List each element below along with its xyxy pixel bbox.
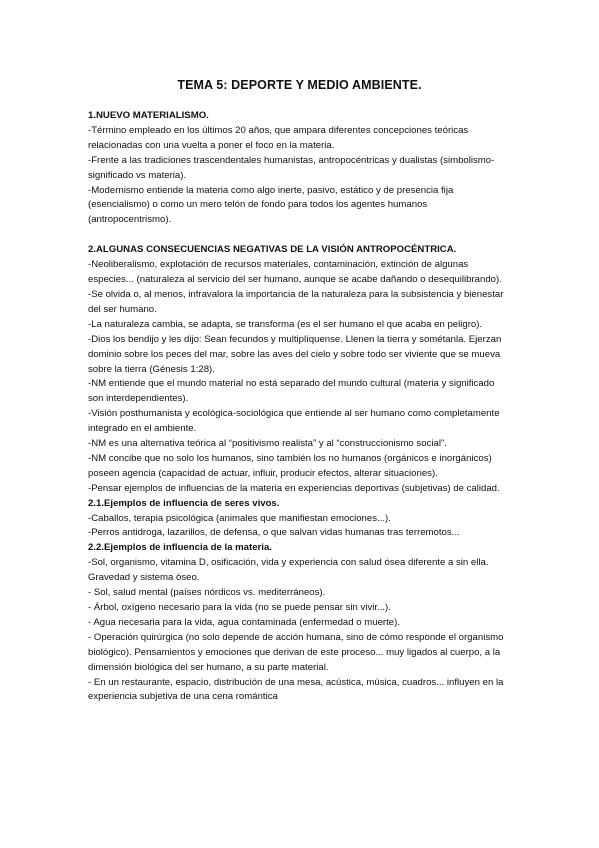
paragraph: -Caballos, terapia psicológica (animales que manifiestan emociones...). (88, 512, 391, 524)
paragraph: - Operación quirúrgica (no solo depende de acción humana, sino de cómo responde el organismo biológico). Pensamientos y emociones que derivan de este proceso... muy ligados al cuerpo, a la dimensión biológica del ser humano, a su parte material. (88, 631, 504, 673)
section-2-1-heading: 2.1.Ejemplos de influencia de seres vivos. (88, 497, 280, 509)
section-2-2-heading: 2.2.Ejemplos de influencia de la materia. (88, 542, 272, 554)
spacer (88, 228, 512, 243)
paragraph: -Modernismo entiende la materia como algo inerte, pasivo, estático y de presencia fija (esencialismo) o como un mero telón de fondo para todos los agentes humanos (antropocentrismo). (88, 184, 454, 226)
section-2-heading: 2.ALGUNAS CONSECUENCIAS NEGATIVAS DE LA VISIÓN ANTROPOCÉNTRICA. (88, 244, 457, 256)
paragraph: -NM entiende que el mundo material no está separado del mundo cultural (materia y significado son interdependientes). (88, 378, 495, 405)
paragraph: -Frente a las tradiciones trascendentales humanistas, antropocéntricas y dualistas (simbolismo-significado vs materia). (88, 154, 495, 181)
paragraph: -Sol, organismo, vitamina D, osificación, vida y experiencia con salud ósea diferente a sin ella. Gravedad y sistema óseo. (88, 557, 489, 584)
paragraph: -Se olvida o, al menos, infravalora la importancia de la naturaleza para la subsistencia y bienestar del ser humano. (88, 288, 504, 315)
paragraph: -La naturaleza cambia, se adapta, se transforma (es el ser humano el que acaba en peligro). (88, 318, 483, 330)
paragraph: -NM es una alternativa teórica al “positivismo realista” y al “construccionismo social”. (88, 438, 447, 450)
paragraph: -Dios los bendijo y les dijo: Sean fecundos y multiplíquense. Llenen la tierra y sométanla. Ejerzan dominio sobre los peces del mar, sobre las aves del cielo y sobre todo ser viviente que se mueva sobre la tierra (Génesis 1:28). (88, 333, 502, 375)
section-1-heading: 1.NUEVO MATERIALISMO. (88, 110, 209, 121)
document-body (88, 109, 512, 705)
paragraph: -Neoliberalismo, explotación de recursos materiales, contaminación, extinción de algunas especies... (naturaleza al servicio del ser humano, aunque se acabe dañando o desequilibrando). (88, 259, 502, 286)
document-title: TEMA 5: DEPORTE Y MEDIO AMBIENTE. (177, 78, 422, 92)
paragraph: - Agua necesaria para la vida, agua contaminada (enfermedad o muerte). (88, 616, 400, 628)
paragraph: -Pensar ejemplos de influencias de la materia en experiencias deportivas (subjetivas) de calidad. (88, 482, 500, 494)
paragraph: - Árbol, oxígeno necesario para la vida (no se puede pensar sin vivir...). (88, 602, 391, 613)
paragraph: - Sol, salud mental (países nórdicos vs. mediterráneos). (88, 587, 326, 599)
paragraph: -Visión posthumanista y ecológica-sociológica que entiende al ser humano como completamente integrado en el ambiente. (88, 408, 500, 435)
paragraph: -Término empleado en los últimos 20 años, que ampara diferentes concepciones teóricas relacionadas con una vuelta a poner el foco en la materia. (88, 124, 469, 151)
paragraph: -NM concibe que no solo los humanos, sino también los no humanos (orgánicos e inorgánicos) poseen agencia (capacidad de actuar, influir, producir efectos, alterar situaciones). (88, 452, 492, 479)
paragraph: - En un restaurante, espacio, distribución de una mesa, acústica, música, cuadros... influyen en la experiencia subjetiva de una cena romántica (88, 676, 504, 703)
paragraph: -Perros antidroga, lazarillos, de defensa, o que salvan vidas humanas tras terremotos... (88, 527, 460, 539)
